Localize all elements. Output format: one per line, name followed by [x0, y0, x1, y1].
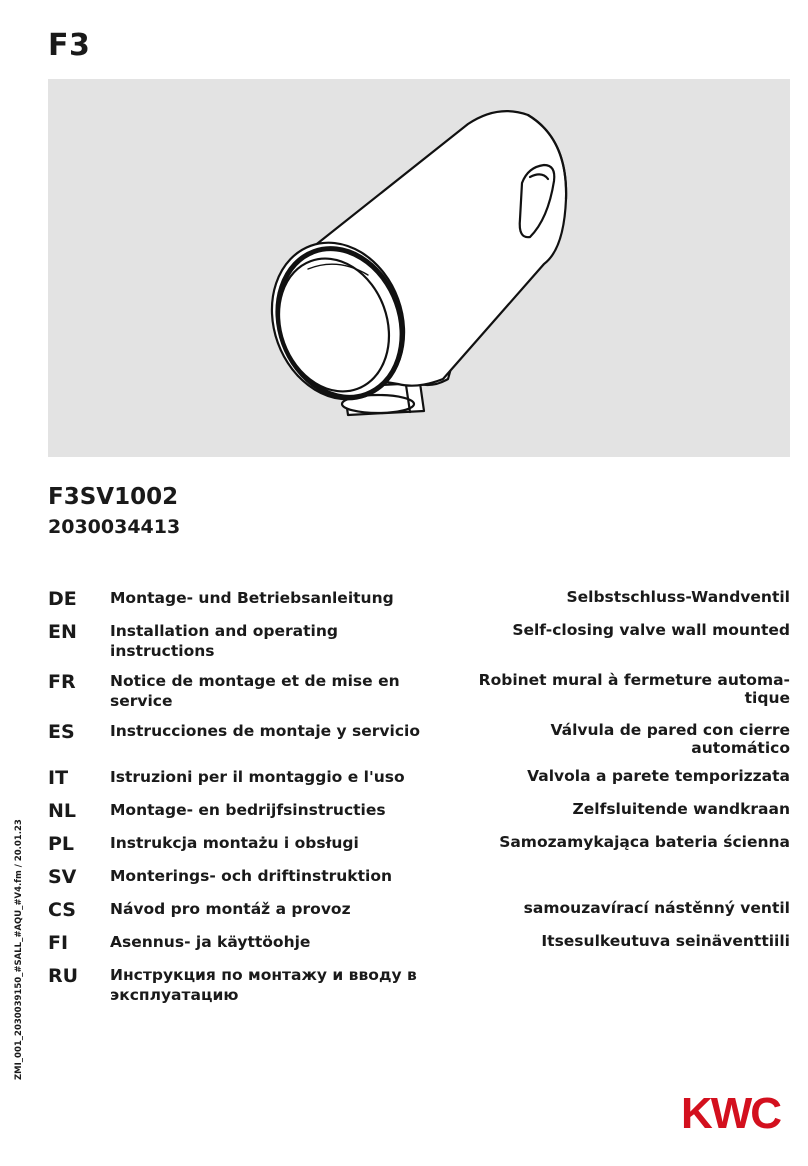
product-illustration	[48, 79, 790, 457]
instruction-title: Notice de montage et de mise en service	[110, 672, 400, 710]
language-row	[48, 833, 790, 856]
instruction-title: Instrucciones de montaje y servicio	[110, 722, 420, 740]
product-name: Valvola a parete temporizzata	[527, 767, 790, 785]
language-code: CS	[48, 899, 76, 921]
language-code: DE	[48, 588, 77, 610]
language-code: IT	[48, 767, 69, 789]
instruction-title: Asennus- ja käyttöohje	[110, 933, 311, 951]
language-code: EN	[48, 621, 77, 643]
language-row	[48, 800, 790, 823]
instruction-title: Istruzioni per il montaggio e l'uso	[110, 768, 405, 786]
product-name: Samozamykająca bateria ścienna	[499, 833, 790, 851]
model-code: F3SV1002	[48, 484, 179, 510]
product-name: Selbstschluss-Wandventil	[566, 588, 790, 606]
language-code: ES	[48, 721, 75, 743]
instruction-title: Montage- en bedrijfsinstructies	[110, 801, 386, 819]
product-name: Itsesulkeutuva seinäventtiili	[541, 932, 790, 950]
language-row	[48, 588, 790, 611]
language-row	[48, 899, 790, 922]
language-row	[48, 866, 790, 889]
language-row	[48, 721, 790, 757]
instruction-title: Инструкция по монтажу и вводу в эксплуатацию	[110, 966, 417, 1004]
language-code: SV	[48, 866, 77, 888]
product-name: Self-closing valve wall mounted	[512, 621, 790, 639]
instruction-title: Installation and operating instructions	[110, 622, 338, 660]
article-number: 2030034413	[48, 516, 181, 538]
language-row	[48, 621, 790, 661]
product-name: Robinet mural à fermeture automa- tique	[478, 671, 790, 707]
language-row	[48, 767, 790, 790]
language-code: FR	[48, 671, 76, 693]
language-row	[48, 671, 790, 711]
instruction-title: Montage- und Betriebsanleitung	[110, 589, 394, 607]
product-name: samouzavírací nástěnný ventil	[523, 899, 790, 917]
instruction-title: Instrukcja montażu i obsługi	[110, 834, 359, 852]
kwc-logo	[681, 1090, 789, 1136]
language-code: FI	[48, 932, 69, 954]
language-code: NL	[48, 800, 77, 822]
kwc-logo-text: KWC	[681, 1090, 781, 1132]
language-row	[48, 932, 790, 955]
language-code: PL	[48, 833, 75, 855]
series-title: F3	[48, 28, 91, 63]
language-table	[48, 588, 790, 1015]
language-code: RU	[48, 965, 79, 987]
language-row	[48, 965, 790, 1005]
instruction-title: Monterings- och driftinstruktion	[110, 867, 393, 885]
kwc-logo-mark	[681, 1090, 789, 1132]
document-reference: ZMI_001_2030039150_#SALL_#AQU_#V4.fm / 20.01.23	[14, 819, 24, 1080]
product-name: Zelfsluitende wandkraan	[572, 800, 790, 818]
instruction-title: Návod pro montáž a provoz	[110, 900, 351, 918]
product-name: Válvula de pared con cierre automático	[550, 721, 790, 757]
